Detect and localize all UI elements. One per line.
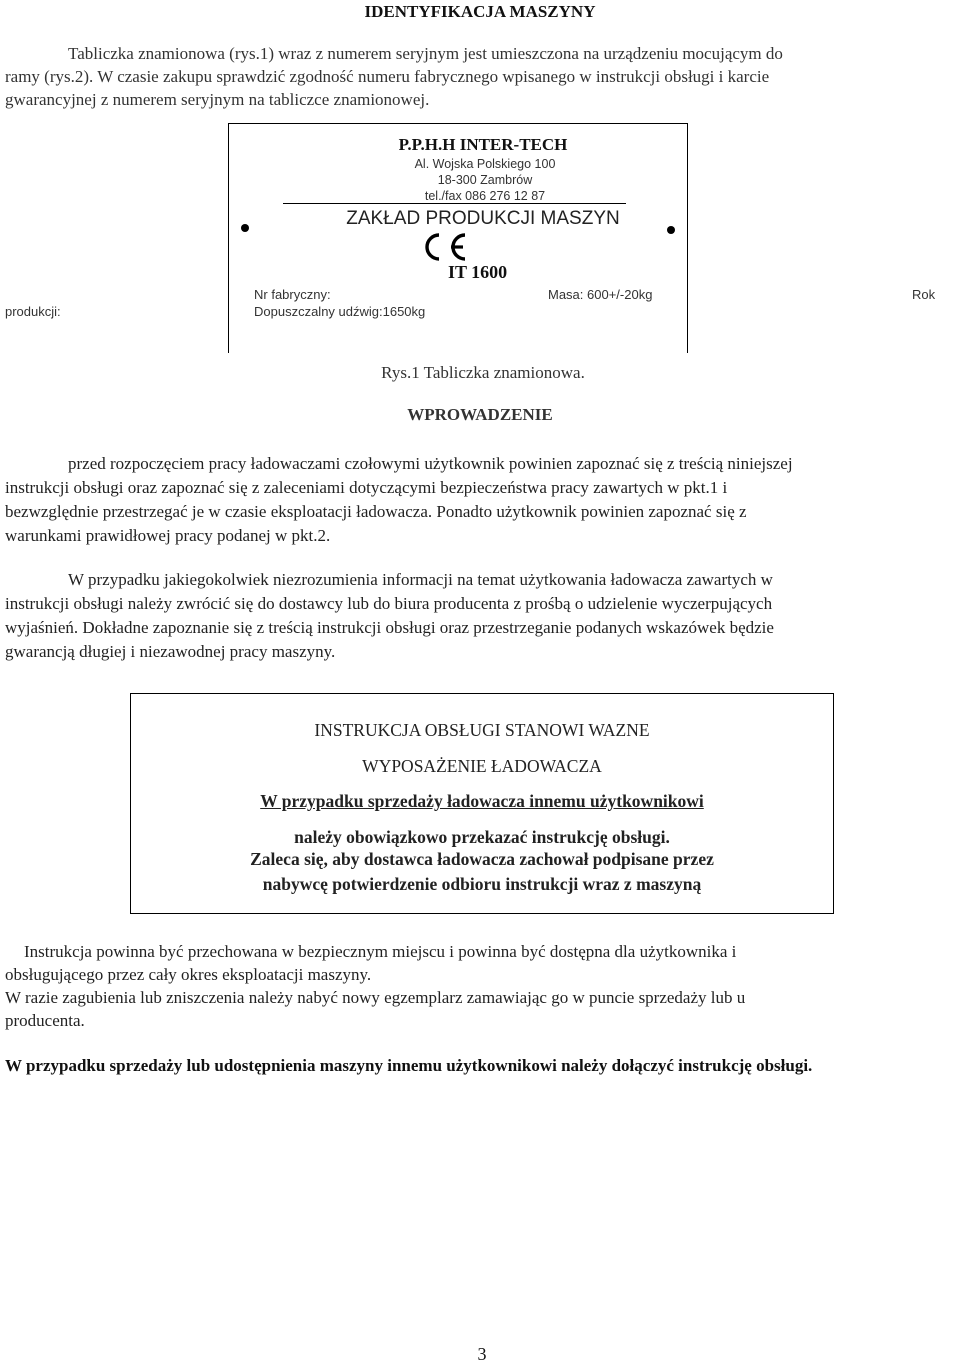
- nameplate-street: Al. Wojska Polskiego 100: [414, 157, 556, 171]
- intro-line: gwarancyjnej z numerem seryjnym na tabliczce znamionowej.: [5, 90, 430, 109]
- page-number: 3: [477, 1344, 487, 1364]
- nameplate-company: P.P.H.H INTER-TECH: [398, 135, 568, 154]
- nameplate-year-label-cont: produkcji:: [5, 304, 61, 319]
- nameplate-capacity-label: Dopuszczalny udźwig:1650kg: [254, 304, 426, 319]
- paragraph-line: wyjaśnień. Dokładne zapoznanie się z treścią instrukcji obsługi oraz przestrzeganie podanych wskazówek będzie: [5, 618, 774, 637]
- nameplate-rule: [283, 203, 626, 204]
- mount-hole-left: [241, 224, 249, 232]
- paragraph-line: producenta.: [5, 1011, 85, 1030]
- paragraph-line: gwarancją długiej i niezawodnej pracy maszyny.: [5, 642, 336, 661]
- paragraph-line: instrukcji obsługi należy zwrócić się do dostawcy lub do biura producenta z prośbą o udzielenie wyczerpujących: [5, 594, 773, 613]
- notice-line: WYPOSAŻENIE ŁADOWACZA: [362, 756, 602, 776]
- mount-hole-right: [667, 226, 675, 234]
- nameplate-factory: ZAKŁAD PRODUKCJI MASZYN: [346, 208, 620, 229]
- nameplate-city: 18-300 Zambrów: [437, 173, 533, 187]
- nameplate-serial-label: Nr fabryczny:: [254, 287, 331, 302]
- paragraph-line: przed rozpoczęciem pracy ładowaczami czołowymi użytkownik powinien zapoznać się z treścią niniejszej: [68, 454, 793, 473]
- nameplate-mass-label: Masa: 600+/-20kg: [548, 287, 653, 302]
- paragraph-line: bezwzględnie przestrzegać je w czasie eksploatacji ładowacza. Ponadto użytkownik powinien zapoznać się z: [5, 502, 747, 521]
- notice-line: nabywcę potwierdzenie odbioru instrukcji wraz z maszyną: [262, 874, 702, 894]
- notice-line: INSTRUKCJA OBSŁUGI STANOWI WAZNE: [314, 720, 650, 740]
- bold-notice: W przypadku sprzedaży lub udostępnienia maszyny innemu użytkownikowi należy dołączyć instrukcję obsługi.: [5, 1056, 813, 1075]
- paragraph-line: W przypadku jakiegokolwiek niezrozumienia informacji na temat użytkowania ładowacza zawartych w: [68, 570, 773, 589]
- notice-line: Zaleca się, aby dostawca ładowacza zachował podpisane przez: [250, 849, 714, 869]
- section-heading: WPROWADZENIE: [407, 405, 553, 424]
- notice-line: należy obowiązkowo przekazać instrukcję obsługi.: [294, 827, 670, 847]
- paragraph-line: instrukcji obsługi oraz zapoznać się z zaleceniami dotyczącymi bezpieczeństwa pracy zawartych w pkt.1 i: [5, 478, 728, 497]
- paragraph-line: Instrukcja powinna być przechowana w bezpiecznym miejscu i powinna być dostępna dla użytkownika i: [24, 942, 737, 961]
- page-title: IDENTYFIKACJA MASZYNY: [364, 2, 596, 21]
- notice-line: W przypadku sprzedaży ładowacza innemu użytkownikowi: [260, 791, 704, 811]
- paragraph-line: obsługującego przez cały okres eksploatacji maszyny.: [5, 965, 372, 984]
- paragraph-line: W razie zagubienia lub zniszczenia należy nabyć nowy egzemplarz zamawiając go w puncie sprzedaży lub u: [5, 988, 746, 1007]
- figure-caption: Rys.1 Tabliczka znamionowa.: [381, 363, 585, 382]
- nameplate-phone: tel./fax 086 276 12 87: [424, 189, 546, 203]
- intro-line: ramy (rys.2). W czasie zakupu sprawdzić zgodność numeru fabrycznego wpisanego w instrukcji obsługi i karcie: [5, 67, 770, 86]
- nameplate-model: IT 1600: [448, 262, 508, 282]
- paragraph-line: warunkami prawidłowej pracy podanej w pkt.2.: [5, 526, 331, 545]
- nameplate-year-label: Rok: [912, 287, 936, 302]
- ce-mark-icon: [418, 231, 470, 263]
- intro-line: Tabliczka znamionowa (rys.1) wraz z numerem seryjnym jest umieszczona na urządzeniu mocującym do: [68, 44, 783, 63]
